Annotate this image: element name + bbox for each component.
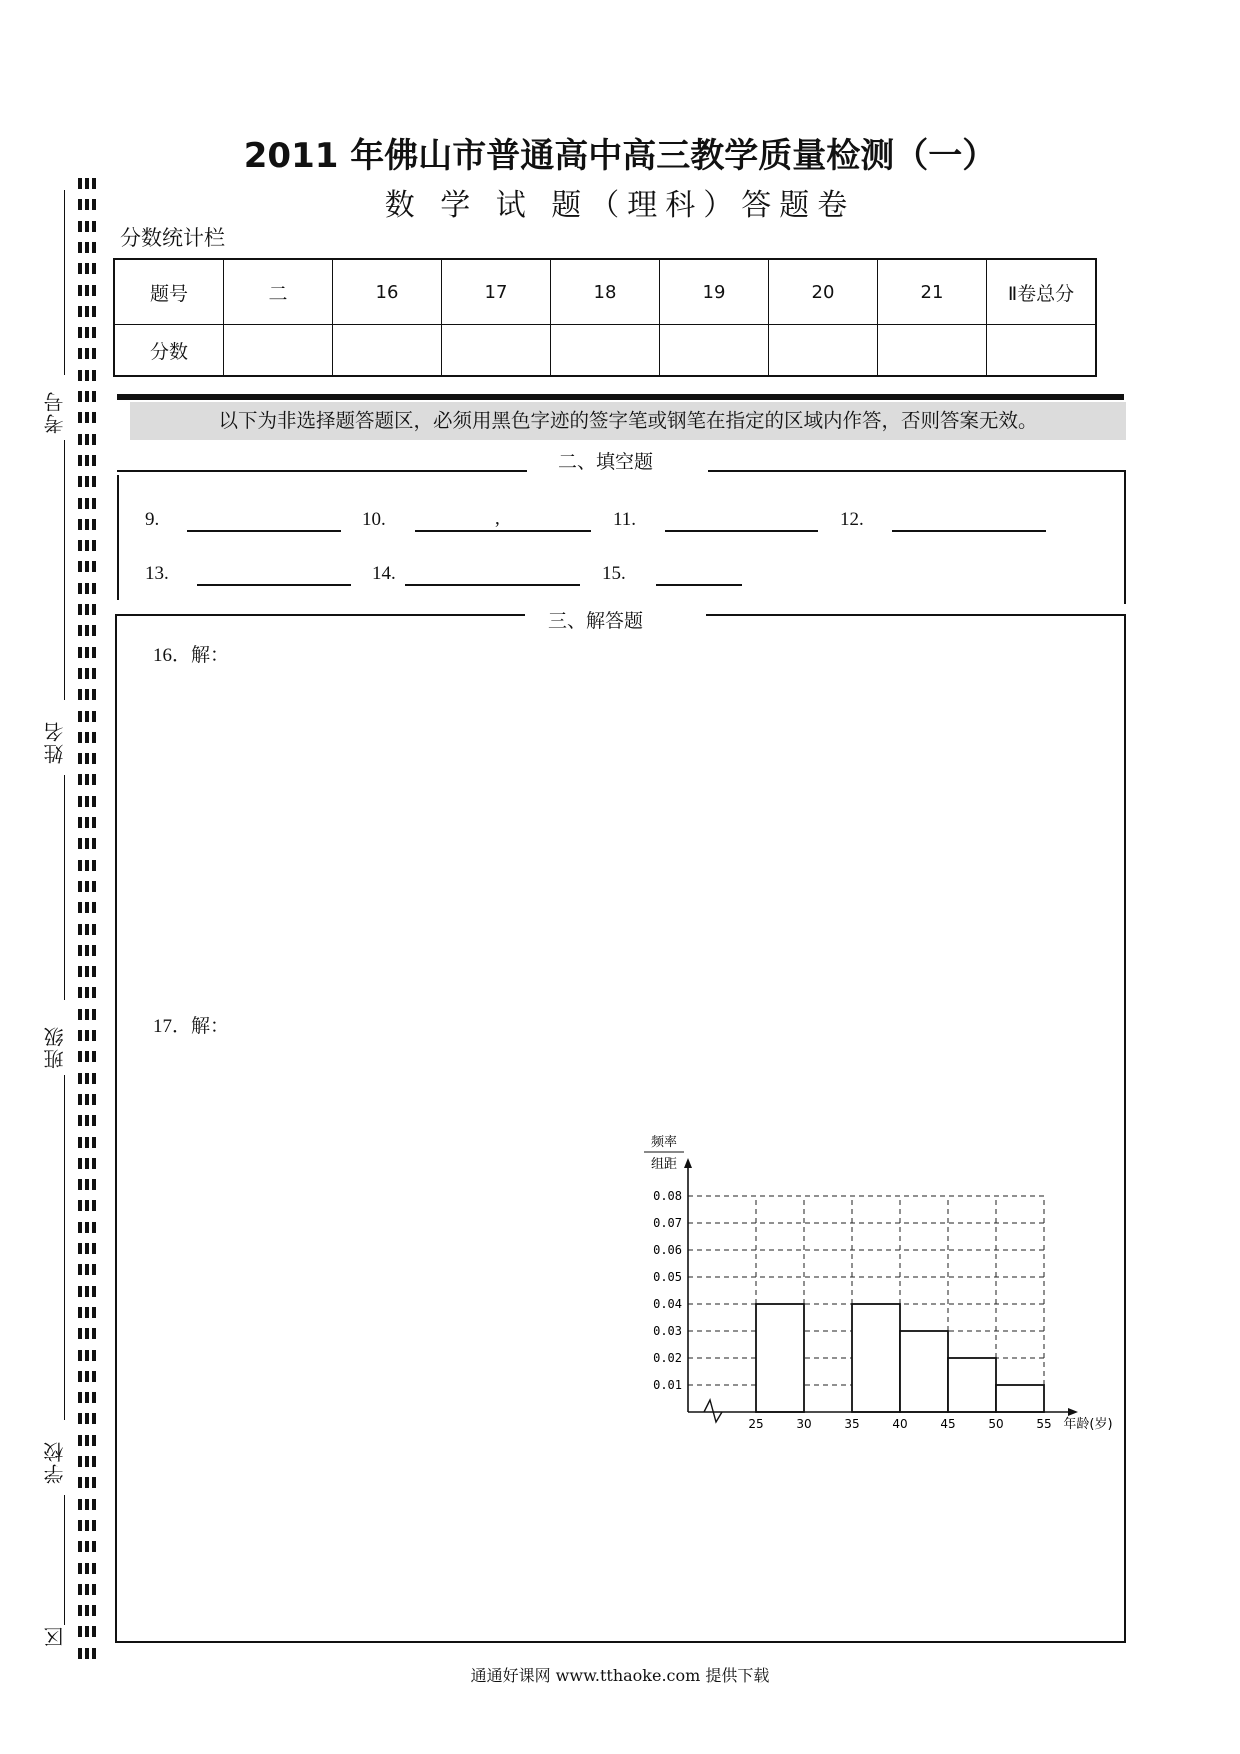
binding-tick — [78, 306, 96, 317]
score-table-header-row — [114, 259, 1096, 325]
y-tick-label: 0.08 — [653, 1189, 682, 1203]
score-input-cell[interactable] — [442, 325, 551, 377]
binding-tick — [78, 1094, 96, 1105]
side-label-class: 班级 — [43, 1025, 67, 1069]
binding-tick — [78, 966, 96, 977]
binding-tick — [78, 1563, 96, 1574]
instruction-notice: 以下为非选择题答题区，必须用黑色字迹的签字笔或钢笔在指定的区域内作答，否则答案无效。 — [130, 402, 1126, 440]
answer-blank-9[interactable] — [187, 530, 341, 532]
y-tick-label: 0.01 — [653, 1378, 682, 1392]
binding-tick — [78, 242, 96, 253]
binding-tick — [78, 1115, 96, 1126]
binding-tick — [78, 689, 96, 700]
blank-label-14: 14. — [372, 563, 396, 584]
binding-tick — [78, 348, 96, 359]
x-axis-arrow — [1068, 1408, 1078, 1416]
answer-area-16[interactable] — [140, 670, 1100, 980]
answer-blank-12[interactable] — [892, 530, 1046, 532]
binding-tick — [78, 1584, 96, 1595]
x-tick-label: 45 — [940, 1417, 956, 1431]
side-line — [64, 775, 65, 1000]
section-head-line — [117, 470, 527, 472]
side-label-school: 学校 — [43, 1440, 67, 1484]
side-line — [64, 440, 65, 700]
section-head-line — [706, 614, 1124, 616]
side-label-district: 区 — [43, 1625, 67, 1647]
y-tick-label: 0.05 — [653, 1270, 682, 1284]
binding-tick — [78, 1222, 96, 1233]
binding-tick — [78, 1179, 96, 1190]
binding-tick — [78, 1137, 96, 1148]
score-table — [113, 258, 1097, 377]
side-line — [64, 1075, 65, 1420]
score-input-cell[interactable] — [551, 325, 660, 377]
binding-tick — [78, 1009, 96, 1020]
binding-tick — [78, 668, 96, 679]
binding-tick — [78, 519, 96, 530]
binding-tick — [78, 1413, 96, 1424]
y-tick-label: 0.03 — [653, 1324, 682, 1338]
binding-tick — [78, 1456, 96, 1467]
binding-tick — [78, 838, 96, 849]
binding-tick — [78, 711, 96, 722]
section-head-line — [115, 614, 525, 616]
binding-tick — [78, 1520, 96, 1531]
y-tick-label: 0.02 — [653, 1351, 682, 1365]
binding-tick — [78, 1307, 96, 1318]
binding-tick — [78, 476, 96, 487]
binding-tick — [78, 1200, 96, 1211]
binding-tick — [78, 370, 96, 381]
histogram-bar — [852, 1304, 900, 1412]
binding-tick — [78, 1350, 96, 1361]
x-tick-label: 35 — [844, 1417, 860, 1431]
histogram-bar — [756, 1304, 804, 1412]
binding-tick — [78, 1435, 96, 1446]
binding-tick — [78, 1328, 96, 1339]
section-head-line — [708, 470, 1124, 472]
histogram-bar — [996, 1385, 1044, 1412]
score-header-cell: 20 — [769, 259, 878, 325]
binding-tick — [78, 498, 96, 509]
binding-tick — [78, 1286, 96, 1297]
binding-tick — [78, 1158, 96, 1169]
binding-tick-strip — [78, 178, 98, 1678]
binding-tick — [78, 1605, 96, 1616]
axis-break-mark — [704, 1400, 722, 1422]
binding-tick — [78, 1648, 96, 1659]
blank-label-13: 13. — [145, 563, 169, 584]
x-tick-label: 55 — [1036, 1417, 1052, 1431]
score-header-cell: 18 — [551, 259, 660, 325]
score-input-cell[interactable] — [660, 325, 769, 377]
blank-separator: , — [495, 508, 500, 529]
binding-tick — [78, 263, 96, 274]
binding-tick — [78, 1477, 96, 1488]
score-input-cell[interactable] — [769, 325, 878, 377]
score-row-label: 分数 — [114, 325, 224, 377]
binding-tick — [78, 412, 96, 423]
question-16-label: 16．解： — [153, 645, 230, 666]
question-17-label: 17．解： — [153, 1016, 230, 1037]
binding-tick — [78, 796, 96, 807]
blank-label-9: 9. — [145, 509, 160, 530]
score-table-caption: 分数统计栏 — [120, 226, 225, 250]
x-tick-label: 50 — [988, 1417, 1004, 1431]
answer-blank-15[interactable] — [656, 584, 742, 586]
solutions-heading: 三、解答题 — [542, 606, 649, 633]
blank-label-12: 12. — [840, 509, 864, 530]
blank-label-11: 11. — [613, 509, 637, 530]
blank-label-10: 10. — [362, 509, 386, 530]
divider-rule — [117, 394, 1124, 400]
x-tick-label: 40 — [892, 1417, 908, 1431]
binding-tick — [78, 774, 96, 785]
binding-tick — [78, 625, 96, 636]
binding-tick — [78, 1243, 96, 1254]
binding-tick — [78, 881, 96, 892]
answer-area-17[interactable] — [140, 1045, 620, 1625]
binding-tick — [78, 1626, 96, 1637]
binding-tick — [78, 391, 96, 402]
y-tick-label: 0.07 — [653, 1216, 682, 1230]
binding-tick — [78, 1392, 96, 1403]
score-header-cell: 二 — [224, 259, 333, 325]
blank-label-15: 15. — [602, 563, 626, 584]
binding-tick — [78, 987, 96, 998]
score-header-cell: Ⅱ卷总分 — [987, 259, 1097, 325]
answer-blank-11[interactable] — [665, 530, 818, 532]
binding-tick — [78, 817, 96, 828]
binding-tick — [78, 583, 96, 594]
side-label-name: 姓名 — [43, 720, 67, 764]
answer-blank-13[interactable] — [197, 584, 351, 586]
binding-tick — [78, 860, 96, 871]
binding-tick — [78, 455, 96, 466]
page-title: 2011 年佛山市普通高中高三教学质量检测（一） — [243, 136, 997, 176]
binding-tick — [78, 1541, 96, 1552]
binding-tick — [78, 1371, 96, 1382]
y-tick-label: 0.04 — [653, 1297, 682, 1311]
score-input-cell[interactable] — [224, 325, 333, 377]
score-table-score-row — [114, 325, 1096, 377]
y-axis-label-top: 频率 — [650, 1135, 678, 1150]
answer-blank-14[interactable] — [405, 584, 580, 586]
score-input-cell[interactable] — [878, 325, 987, 377]
side-label-exam-number: 考号 — [43, 390, 67, 434]
binding-tick — [78, 540, 96, 551]
binding-tick — [78, 647, 96, 658]
binding-tick — [78, 604, 96, 615]
binding-tick — [78, 285, 96, 296]
binding-tick — [78, 945, 96, 956]
binding-tick — [78, 1030, 96, 1041]
y-axis-label-bottom: 组距 — [650, 1157, 678, 1172]
binding-tick — [78, 1073, 96, 1084]
binding-tick — [78, 924, 96, 935]
score-header-cell: 16 — [333, 259, 442, 325]
binding-tick — [78, 327, 96, 338]
answer-blank-10[interactable] — [415, 530, 591, 532]
x-axis-label: 年龄(岁) — [1063, 1417, 1113, 1432]
y-tick-label: 0.06 — [653, 1243, 682, 1257]
binding-tick — [78, 902, 96, 913]
histogram-bar — [948, 1358, 996, 1412]
x-tick-label: 25 — [748, 1417, 764, 1431]
binding-tick — [78, 561, 96, 572]
age-frequency-histogram — [630, 1135, 1130, 1450]
score-input-cell[interactable] — [987, 325, 1097, 377]
histogram-bar — [900, 1331, 948, 1412]
x-tick-label: 30 — [796, 1417, 812, 1431]
binding-tick — [78, 732, 96, 743]
score-header-cell: 17 — [442, 259, 551, 325]
fill-blank-heading: 二、填空题 — [552, 447, 659, 474]
score-input-cell[interactable] — [333, 325, 442, 377]
score-header-cell: 题号 — [114, 259, 224, 325]
binding-tick — [78, 753, 96, 764]
binding-tick — [78, 1499, 96, 1510]
score-header-cell: 21 — [878, 259, 987, 325]
page-subtitle: 数 学 试 题（理科）答题卷 — [384, 188, 856, 223]
score-header-cell: 19 — [660, 259, 769, 325]
binding-tick — [78, 434, 96, 445]
binding-tick — [78, 1051, 96, 1062]
footer-text: 通通好课网 www.tthaoke.com 提供下载 — [470, 1666, 770, 1685]
side-line — [64, 1495, 65, 1625]
binding-tick — [78, 1264, 96, 1275]
y-axis-arrow — [684, 1158, 692, 1168]
